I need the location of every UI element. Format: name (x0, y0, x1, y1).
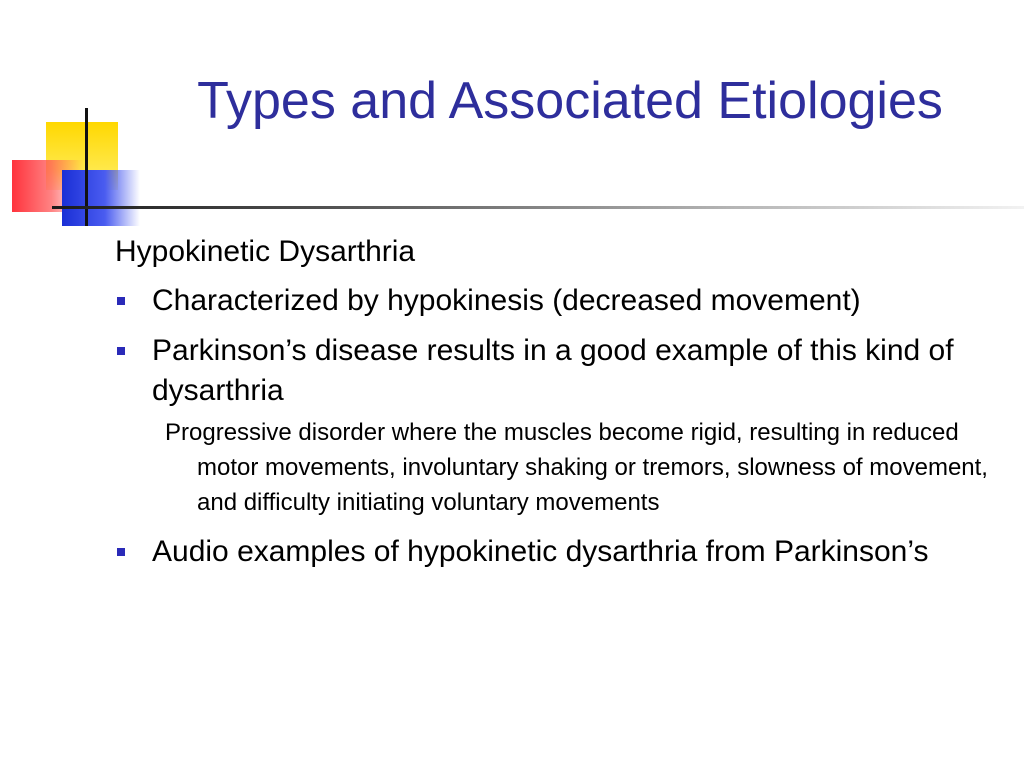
bullet-item (115, 532, 1020, 572)
bullet-item (115, 331, 1020, 411)
bullet-text: Characterized by hypokinesis (decreased movement) (152, 284, 861, 317)
decorative-logo (0, 0, 160, 240)
section-heading: Hypokinetic Dysarthria (115, 235, 416, 268)
bullet-text: Parkinson’s disease results in a good example of this kind of dysarthria (152, 334, 954, 407)
slide-title: Types and Associated Etiologies (197, 72, 943, 130)
bullet-text: Audio examples of hypokinetic dysarthria from Parkinson’s (152, 535, 929, 568)
bullet-square-icon (117, 548, 125, 556)
bullet-square-icon (117, 297, 125, 305)
title-divider (52, 206, 1024, 209)
sub-bullet-text: Progressive disorder where the muscles become rigid, resulting in reduced motor movements, involuntary shaking or tremors, slowness of movement, and difficulty initiating voluntary movements (165, 419, 988, 516)
bullet-item (115, 281, 1020, 321)
bullet-square-icon (117, 347, 125, 355)
logo-blue-square (62, 170, 140, 226)
slide-body (115, 233, 1020, 582)
